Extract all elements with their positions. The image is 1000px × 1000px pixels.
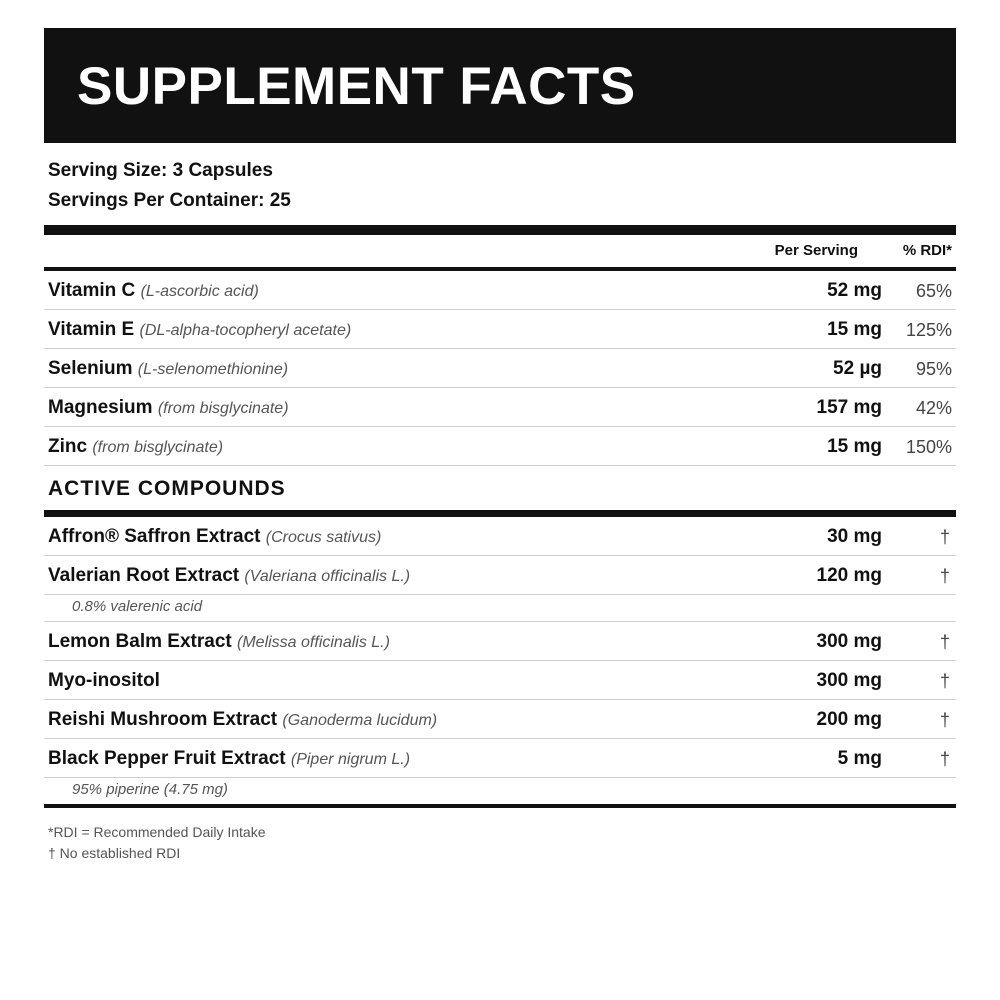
dagger-mark: † bbox=[939, 749, 950, 769]
compound-note: 95% piperine (4.75 mg) bbox=[72, 781, 228, 798]
title-bar bbox=[44, 28, 956, 143]
nutrient-amount: 52 µg bbox=[833, 358, 882, 379]
compound-source: (Ganoderma lucidum) bbox=[282, 712, 438, 729]
nutrient-source: (L-selenomethionine) bbox=[137, 361, 289, 378]
nutrient-rdi: 95% bbox=[915, 359, 952, 379]
footnote-rdi: *RDI = Recommended Daily Intake bbox=[48, 824, 266, 840]
compound-amount: 120 mg bbox=[816, 565, 882, 586]
divider-end bbox=[44, 804, 956, 808]
table-row bbox=[44, 427, 956, 466]
compound-name: Black Pepper Fruit Extract bbox=[48, 748, 286, 769]
nutrient-amount: 15 mg bbox=[827, 436, 882, 457]
nutrient-amount: 157 mg bbox=[816, 397, 882, 418]
table-row bbox=[44, 349, 956, 388]
actives-list bbox=[44, 517, 956, 804]
compound-amount: 200 mg bbox=[816, 709, 882, 730]
dagger-mark: † bbox=[939, 566, 950, 586]
column-per-serving: Per Serving bbox=[774, 242, 858, 259]
dagger-mark: † bbox=[939, 527, 950, 547]
nutrient-name: Zinc bbox=[48, 436, 88, 457]
supplement-facts-panel bbox=[44, 28, 956, 864]
nutrient-rdi: 42% bbox=[915, 398, 952, 418]
compound-name: Lemon Balm Extract bbox=[48, 631, 232, 652]
compound-name: Myo-inositol bbox=[48, 670, 160, 691]
compound-note: 0.8% valerenic acid bbox=[72, 598, 203, 615]
nutrient-name: Selenium bbox=[48, 358, 133, 379]
table-row bbox=[44, 739, 956, 778]
compound-amount: 300 mg bbox=[816, 631, 882, 652]
table-row bbox=[44, 661, 956, 700]
compound-amount: 30 mg bbox=[827, 526, 882, 547]
compound-amount: 5 mg bbox=[837, 748, 882, 769]
compound-name: Reishi Mushroom Extract bbox=[48, 709, 278, 730]
servings-per-container: Servings Per Container: 25 bbox=[48, 190, 291, 211]
table-sub-row bbox=[44, 595, 956, 622]
table-row bbox=[44, 556, 956, 595]
table-row bbox=[44, 622, 956, 661]
divider-section bbox=[44, 510, 956, 517]
vitamins-list bbox=[44, 271, 956, 466]
column-rdi: % RDI* bbox=[902, 242, 952, 259]
footnotes bbox=[44, 822, 956, 864]
compound-amount: 300 mg bbox=[816, 670, 882, 691]
table-row bbox=[44, 700, 956, 739]
nutrient-rdi: 150% bbox=[905, 437, 952, 457]
nutrient-name: Vitamin C bbox=[48, 280, 136, 301]
compound-source: (Valeriana officinalis L.) bbox=[244, 568, 411, 585]
compound-name: Valerian Root Extract bbox=[48, 565, 240, 586]
nutrient-rdi: 125% bbox=[905, 320, 952, 340]
table-row bbox=[44, 517, 956, 556]
divider-thick bbox=[44, 225, 956, 235]
nutrient-name: Vitamin E bbox=[48, 319, 135, 340]
dagger-mark: † bbox=[939, 632, 950, 652]
serving-info bbox=[44, 156, 956, 216]
dagger-mark: † bbox=[939, 671, 950, 691]
table-row bbox=[44, 271, 956, 310]
table-sub-row bbox=[44, 778, 956, 804]
table-row bbox=[44, 310, 956, 349]
active-compounds-title: ACTIVE COMPOUNDS bbox=[48, 477, 286, 500]
dagger-mark: † bbox=[939, 710, 950, 730]
nutrient-amount: 15 mg bbox=[827, 319, 882, 340]
compound-source: (Crocus sativus) bbox=[265, 529, 382, 546]
nutrient-source: (DL-alpha-tocopheryl acetate) bbox=[139, 322, 352, 339]
nutrient-source: (from bisglycinate) bbox=[92, 439, 224, 456]
nutrient-name: Magnesium bbox=[48, 397, 153, 418]
compound-source: (Melissa officinalis L.) bbox=[237, 634, 390, 651]
compound-name: Affron® Saffron Extract bbox=[48, 526, 261, 547]
nutrient-rdi: 65% bbox=[915, 281, 952, 301]
nutrient-source: (from bisglycinate) bbox=[157, 400, 289, 417]
nutrient-amount: 52 mg bbox=[827, 280, 882, 301]
compound-source: (Piper nigrum L.) bbox=[290, 751, 411, 768]
table-row bbox=[44, 388, 956, 427]
section-heading bbox=[44, 466, 956, 510]
page-title: SUPPLEMENT FACTS bbox=[77, 57, 636, 116]
column-header bbox=[44, 235, 956, 267]
nutrient-source: (L-ascorbic acid) bbox=[140, 283, 259, 300]
footnote-dagger: † No established RDI bbox=[48, 845, 181, 861]
serving-size: Serving Size: 3 Capsules bbox=[48, 160, 273, 181]
